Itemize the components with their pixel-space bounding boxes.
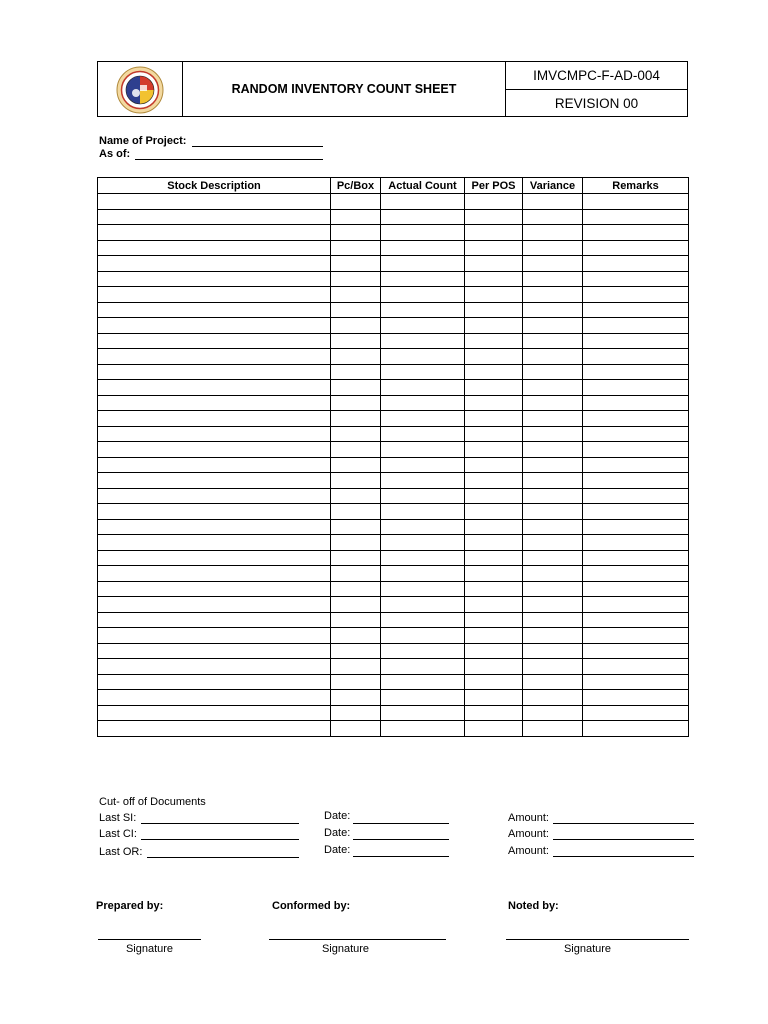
table-row [98,271,689,287]
cell-pc-box[interactable] [331,550,381,566]
cell-per-pos[interactable] [465,256,523,272]
cell-pc-box[interactable] [331,581,381,597]
cell-stock-description[interactable] [98,442,331,458]
cell-variance[interactable] [523,535,583,551]
cell-remarks[interactable] [583,395,689,411]
cell-actual-count[interactable] [381,550,465,566]
table-row [98,581,689,597]
cell-stock-description[interactable] [98,411,331,427]
cell-pc-box[interactable] [331,256,381,272]
cell-variance[interactable] [523,395,583,411]
cell-remarks[interactable] [583,612,689,628]
cell-pc-box[interactable] [331,194,381,210]
table-row [98,690,689,706]
cell-per-pos[interactable] [465,318,523,334]
cell-variance[interactable] [523,364,583,380]
cell-per-pos[interactable] [465,643,523,659]
cell-stock-description[interactable] [98,643,331,659]
table-row [98,256,689,272]
cell-actual-count[interactable] [381,426,465,442]
cell-actual-count[interactable] [381,535,465,551]
cell-remarks[interactable] [583,488,689,504]
cell-actual-count[interactable] [381,457,465,473]
as-of-label: As of: [99,148,131,160]
cell-variance[interactable] [523,519,583,535]
cell-pc-box[interactable] [331,426,381,442]
last-ci-field[interactable] [141,839,299,840]
table-row [98,674,689,690]
ci-amount-label: Amount: [508,828,549,840]
cell-actual-count[interactable] [381,349,465,365]
cell-pc-box[interactable] [331,504,381,520]
cell-per-pos[interactable] [465,721,523,737]
cell-variance[interactable] [523,721,583,737]
cell-remarks[interactable] [583,318,689,334]
cell-actual-count[interactable] [381,659,465,675]
cell-actual-count[interactable] [381,209,465,225]
cell-stock-description[interactable] [98,380,331,396]
cell-per-pos[interactable] [465,628,523,644]
cell-stock-description[interactable] [98,535,331,551]
cell-stock-description[interactable] [98,705,331,721]
noted-signature-line[interactable] [506,939,689,940]
ci-date-field[interactable] [353,839,449,840]
table-row [98,705,689,721]
form-revision: REVISION 00 [554,95,639,111]
ci-date-label: Date: [324,827,351,839]
cell-per-pos[interactable] [465,442,523,458]
cell-remarks[interactable] [583,504,689,520]
table-row [98,240,689,256]
cell-remarks[interactable] [583,287,689,303]
cell-pc-box[interactable] [331,643,381,659]
cell-variance[interactable] [523,194,583,210]
cell-stock-description[interactable] [98,271,331,287]
cell-per-pos[interactable] [465,364,523,380]
last-or-field[interactable] [147,857,299,858]
cell-stock-description[interactable] [98,349,331,365]
conformed-by-label: Conformed by: [272,900,351,912]
cell-variance[interactable] [523,271,583,287]
table-row [98,364,689,380]
cell-remarks[interactable] [583,566,689,582]
cell-variance[interactable] [523,674,583,690]
table-row [98,395,689,411]
cell-variance[interactable] [523,426,583,442]
cell-remarks[interactable] [583,271,689,287]
cell-per-pos[interactable] [465,597,523,613]
cell-actual-count[interactable] [381,302,465,318]
cell-actual-count[interactable] [381,364,465,380]
cell-stock-description[interactable] [98,457,331,473]
cell-stock-description[interactable] [98,628,331,644]
cell-stock-description[interactable] [98,225,331,241]
cell-stock-description[interactable] [98,566,331,582]
cell-actual-count[interactable] [381,318,465,334]
or-date-label: Date: [324,844,351,856]
cell-remarks[interactable] [583,519,689,535]
form-title: RANDOM INVENTORY COUNT SHEET [183,62,506,116]
cell-stock-description[interactable] [98,194,331,210]
cell-pc-box[interactable] [331,240,381,256]
col-per-pos: Per POS [465,178,523,194]
si-date-label: Date: [324,810,351,822]
cell-remarks[interactable] [583,442,689,458]
cell-remarks[interactable] [583,721,689,737]
table-row [98,473,689,489]
table-row [98,333,689,349]
cell-per-pos[interactable] [465,488,523,504]
cell-stock-description[interactable] [98,674,331,690]
cell-per-pos[interactable] [465,302,523,318]
cell-stock-description[interactable] [98,209,331,225]
conformed-signature-label: Signature [321,943,370,955]
as-of-field[interactable] [135,159,323,160]
cell-actual-count[interactable] [381,287,465,303]
table-row [98,442,689,458]
cell-remarks[interactable] [583,457,689,473]
table-row [98,597,689,613]
cell-per-pos[interactable] [465,457,523,473]
cell-actual-count[interactable] [381,256,465,272]
cell-per-pos[interactable] [465,473,523,489]
last-si-label: Last SI: [99,812,137,824]
or-amount-label: Amount: [508,845,549,857]
cell-remarks[interactable] [583,333,689,349]
cell-stock-description[interactable] [98,659,331,675]
cell-variance[interactable] [523,380,583,396]
cell-pc-box[interactable] [331,519,381,535]
cell-remarks[interactable] [583,349,689,365]
cell-remarks[interactable] [583,473,689,489]
inventory-table [97,177,689,737]
table-header-row [98,178,689,194]
project-name-label: Name of Project: [99,135,187,147]
cell-actual-count[interactable] [381,225,465,241]
table-row [98,209,689,225]
cell-pc-box[interactable] [331,457,381,473]
cell-per-pos[interactable] [465,581,523,597]
cell-remarks[interactable] [583,628,689,644]
cell-actual-count[interactable] [381,271,465,287]
cell-pc-box[interactable] [331,349,381,365]
cell-variance[interactable] [523,457,583,473]
cell-actual-count[interactable] [381,395,465,411]
cell-per-pos[interactable] [465,535,523,551]
cell-per-pos[interactable] [465,674,523,690]
cell-pc-box[interactable] [331,333,381,349]
cell-per-pos[interactable] [465,566,523,582]
cell-remarks[interactable] [583,194,689,210]
or-date-field[interactable] [353,856,449,857]
cell-pc-box[interactable] [331,271,381,287]
cell-stock-description[interactable] [98,473,331,489]
cell-stock-description[interactable] [98,287,331,303]
cell-per-pos[interactable] [465,333,523,349]
cell-per-pos[interactable] [465,240,523,256]
cell-stock-description[interactable] [98,721,331,737]
cell-remarks[interactable] [583,535,689,551]
ci-amount-field[interactable] [553,839,694,840]
cell-actual-count[interactable] [381,240,465,256]
table-row [98,349,689,365]
table-row [98,721,689,737]
col-stock-description: Stock Description [98,178,331,194]
cell-stock-description[interactable] [98,504,331,520]
cell-actual-count[interactable] [381,333,465,349]
cell-per-pos[interactable] [465,225,523,241]
cell-actual-count[interactable] [381,411,465,427]
form-header [97,61,688,117]
cell-remarks[interactable] [583,659,689,675]
cell-stock-description[interactable] [98,612,331,628]
table-row [98,488,689,504]
table-row [98,612,689,628]
noted-signature-label: Signature [563,943,612,955]
cell-stock-description[interactable] [98,302,331,318]
cell-pc-box[interactable] [331,442,381,458]
table-row [98,318,689,334]
or-amount-field[interactable] [553,856,694,857]
si-amount-field[interactable] [553,823,694,824]
cell-pc-box[interactable] [331,318,381,334]
cell-remarks[interactable] [583,256,689,272]
cell-variance[interactable] [523,287,583,303]
cell-remarks[interactable] [583,426,689,442]
table-row [98,659,689,675]
cell-actual-count[interactable] [381,581,465,597]
cell-pc-box[interactable] [331,535,381,551]
cell-variance[interactable] [523,659,583,675]
cell-remarks[interactable] [583,705,689,721]
cell-actual-count[interactable] [381,566,465,582]
cell-per-pos[interactable] [465,349,523,365]
cell-remarks[interactable] [583,674,689,690]
table-row [98,302,689,318]
last-ci-label: Last CI: [99,828,137,840]
cell-variance[interactable] [523,302,583,318]
cell-variance[interactable] [523,209,583,225]
cell-variance[interactable] [523,597,583,613]
cell-variance[interactable] [523,225,583,241]
cell-stock-description[interactable] [98,690,331,706]
table-row [98,457,689,473]
table-row [98,287,689,303]
table-row [98,519,689,535]
cell-remarks[interactable] [583,643,689,659]
cell-actual-count[interactable] [381,643,465,659]
table-row [98,504,689,520]
cell-per-pos[interactable] [465,612,523,628]
cell-variance[interactable] [523,550,583,566]
cell-per-pos[interactable] [465,194,523,210]
cell-variance[interactable] [523,256,583,272]
table-row [98,535,689,551]
noted-by-label: Noted by: [508,900,559,912]
cell-stock-description[interactable] [98,318,331,334]
table-row [98,225,689,241]
cell-variance[interactable] [523,705,583,721]
cell-remarks[interactable] [583,690,689,706]
cooperative-seal-logo-icon [116,66,164,114]
cell-stock-description[interactable] [98,597,331,613]
cell-variance[interactable] [523,612,583,628]
cell-variance[interactable] [523,442,583,458]
cell-per-pos[interactable] [465,504,523,520]
cell-pc-box[interactable] [331,721,381,737]
cell-stock-description[interactable] [98,240,331,256]
cell-per-pos[interactable] [465,550,523,566]
cell-pc-box[interactable] [331,628,381,644]
cell-stock-description[interactable] [98,364,331,380]
cell-actual-count[interactable] [381,473,465,489]
cell-stock-description[interactable] [98,426,331,442]
si-amount-label: Amount: [508,812,549,824]
cell-per-pos[interactable] [465,271,523,287]
cell-variance[interactable] [523,566,583,582]
cell-pc-box[interactable] [331,395,381,411]
cell-actual-count[interactable] [381,721,465,737]
cell-actual-count[interactable] [381,504,465,520]
table-row [98,550,689,566]
form-code: IMVCMPC-F-AD-004 [506,62,687,90]
col-variance: Variance [523,178,583,194]
col-pc-box: Pc/Box [331,178,381,194]
cell-remarks[interactable] [583,550,689,566]
cell-stock-description[interactable] [98,550,331,566]
cell-variance[interactable] [523,349,583,365]
table-row [98,194,689,210]
project-name-field[interactable] [192,146,323,147]
table-row [98,643,689,659]
cell-actual-count[interactable] [381,674,465,690]
cell-remarks[interactable] [583,581,689,597]
cell-actual-count[interactable] [381,194,465,210]
table-row [98,380,689,396]
cell-per-pos[interactable] [465,519,523,535]
cell-remarks[interactable] [583,380,689,396]
cell-remarks[interactable] [583,364,689,380]
cell-pc-box[interactable] [331,209,381,225]
cell-pc-box[interactable] [331,225,381,241]
cell-variance[interactable] [523,240,583,256]
cell-variance[interactable] [523,473,583,489]
cell-stock-description[interactable] [98,256,331,272]
col-remarks: Remarks [583,178,689,194]
cell-remarks[interactable] [583,411,689,427]
cell-variance[interactable] [523,628,583,644]
cell-stock-description[interactable] [98,333,331,349]
table-row [98,628,689,644]
table-row [98,566,689,582]
cell-pc-box[interactable] [331,380,381,396]
cell-per-pos[interactable] [465,380,523,396]
cell-pc-box[interactable] [331,287,381,303]
cell-pc-box[interactable] [331,597,381,613]
cell-actual-count[interactable] [381,488,465,504]
cell-stock-description[interactable] [98,395,331,411]
cell-variance[interactable] [523,411,583,427]
cell-variance[interactable] [523,488,583,504]
cell-remarks[interactable] [583,209,689,225]
cell-remarks[interactable] [583,597,689,613]
last-or-label: Last OR: [99,846,143,858]
cell-remarks[interactable] [583,240,689,256]
si-date-field[interactable] [353,823,449,824]
cell-actual-count[interactable] [381,380,465,396]
cutoff-heading: Cut- off of Documents [99,796,206,808]
cell-pc-box[interactable] [331,690,381,706]
cell-pc-box[interactable] [331,674,381,690]
cell-pc-box[interactable] [331,705,381,721]
cell-pc-box[interactable] [331,364,381,380]
cell-pc-box[interactable] [331,302,381,318]
cell-variance[interactable] [523,333,583,349]
cell-actual-count[interactable] [381,705,465,721]
cell-pc-box[interactable] [331,566,381,582]
conformed-signature-line[interactable] [269,939,446,940]
cell-variance[interactable] [523,504,583,520]
col-actual-count: Actual Count [381,178,465,194]
cell-pc-box[interactable] [331,473,381,489]
cell-actual-count[interactable] [381,612,465,628]
logo-cell [98,62,183,116]
cell-pc-box[interactable] [331,659,381,675]
cell-pc-box[interactable] [331,612,381,628]
cell-stock-description[interactable] [98,519,331,535]
cell-actual-count[interactable] [381,690,465,706]
table-row [98,426,689,442]
cell-actual-count[interactable] [381,519,465,535]
cell-variance[interactable] [523,581,583,597]
cell-actual-count[interactable] [381,597,465,613]
cell-pc-box[interactable] [331,488,381,504]
cell-stock-description[interactable] [98,488,331,504]
cell-per-pos[interactable] [465,690,523,706]
cell-per-pos[interactable] [465,209,523,225]
cell-pc-box[interactable] [331,411,381,427]
cell-stock-description[interactable] [98,581,331,597]
prepared-signature-line[interactable] [98,939,201,940]
cell-per-pos[interactable] [465,411,523,427]
cell-variance[interactable] [523,643,583,659]
prepared-signature-label: Signature [125,943,174,955]
prepared-by-label: Prepared by: [96,900,164,912]
cell-variance[interactable] [523,690,583,706]
cell-per-pos[interactable] [465,287,523,303]
cell-per-pos[interactable] [465,659,523,675]
cell-actual-count[interactable] [381,628,465,644]
last-si-field[interactable] [141,823,299,824]
cell-per-pos[interactable] [465,395,523,411]
cell-remarks[interactable] [583,302,689,318]
cell-actual-count[interactable] [381,442,465,458]
cell-remarks[interactable] [583,225,689,241]
cell-per-pos[interactable] [465,705,523,721]
cell-per-pos[interactable] [465,426,523,442]
cell-variance[interactable] [523,318,583,334]
table-row [98,411,689,427]
